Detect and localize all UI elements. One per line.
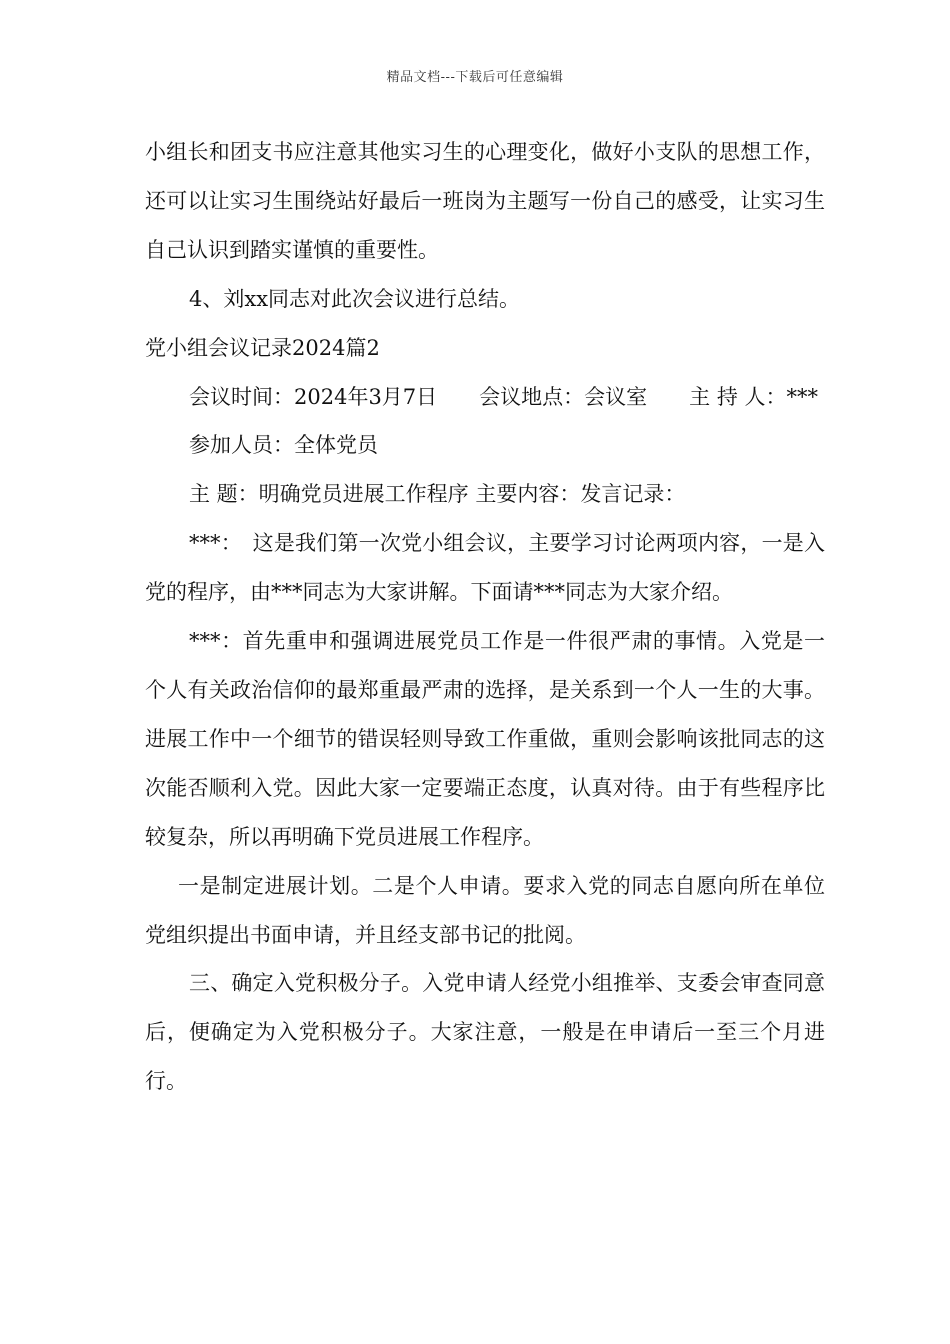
paragraph-attendees: 参加人员：全体党员: [189, 433, 378, 458]
section-heading: 党小组会议记录2024篇2: [145, 335, 380, 360]
page-header: 精品文档---下载后可任意编辑: [386, 70, 564, 85]
paragraph-continuation: 小组长和团支书应注意其他实习生的心理变化，做好小支队的思想工作，还可以让实习生围绕站好最后一班岗为主题写一份自己的感受，让实习生自己认识到踏实谨慎的重要性。: [145, 140, 825, 262]
paragraph-speech-1: ***： 这是我们第一次党小组会议，主要学习讨论两项内容，一是入党的程序，由***同志为大家讲解。下面请***同志为大家介绍。: [145, 531, 825, 605]
paragraph-procedure-3: 三、确定入党积极分子。入党申请人经党小组推举、支委会审查同意后，便确定为入党积极分子。大家注意，一般是在申请后一至三个月进行。: [145, 971, 825, 1094]
paragraph-meeting-info: 会议时间：2024年3月7日 会议地点：会议室 主 持 人：***: [189, 384, 819, 409]
paragraph-topic: 主 题：明确党员进展工作程序 主要内容：发言记录：: [189, 482, 686, 507]
document-body: [145, 128, 825, 1106]
paragraph-summary-item: 4、刘xx同志对此次会议进行总结。: [189, 286, 521, 311]
paragraph-procedure-1: 一是制定进展计划。二是个人申请。要求入党的同志自愿向所在单位党组织提出书面申请，并且经支部书记的批阅。: [145, 873, 825, 947]
paragraph-speech-2: ***：首先重申和强调进展党员工作是一件很严肃的事情。入党是一个人有关政治信仰的最郑重最严肃的选择，是关系到一个人一生的大事。进展工作中一个细节的错误轻则导致工作重做，重则会影响该批同志的这次能否顺利入党。因此大家一定要端正态度，认真对待。由于有些程序比较复杂，所以再明确下党员进展工作程序。: [145, 629, 825, 849]
